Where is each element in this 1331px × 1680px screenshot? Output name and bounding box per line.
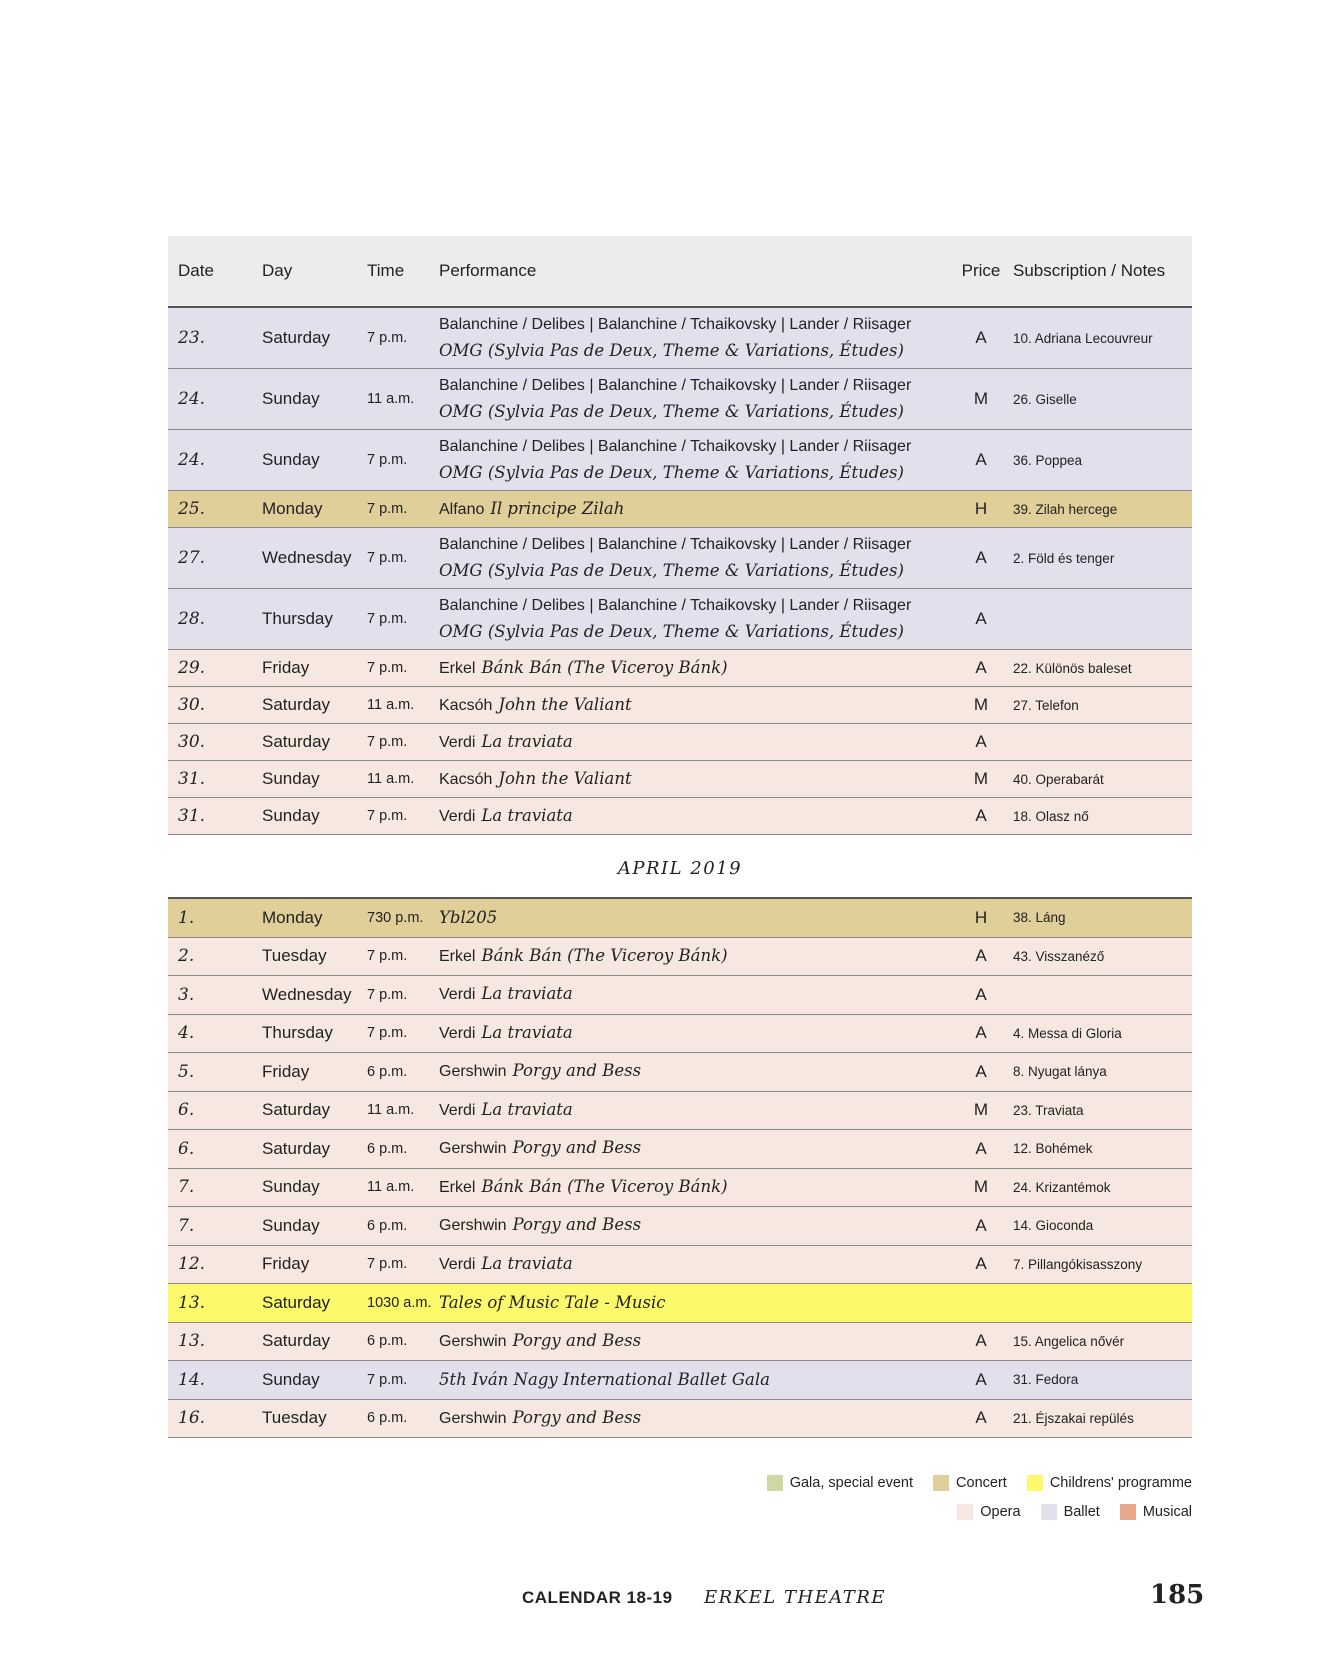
row-time: 7 p.m. (367, 986, 408, 1003)
row-day: Monday (262, 499, 323, 518)
row-performance (439, 943, 957, 970)
row-time: 7 p.m. (367, 1371, 408, 1388)
table-row (168, 491, 1192, 528)
row-price: M (973, 1100, 989, 1120)
row-notes: 21. Éjszakai repülés (1013, 1410, 1134, 1426)
performance-title: OMG (Sylvia Pas de Deux, Theme & Variations, Études) (439, 341, 904, 360)
row-day: Saturday (262, 1100, 331, 1120)
row-day: Wednesday (262, 984, 352, 1004)
row-time: 7 p.m. (367, 1256, 408, 1273)
legend-ballet (1041, 1504, 1100, 1520)
row-time: 6 p.m. (367, 1063, 408, 1080)
row-time: 6 p.m. (367, 1333, 408, 1350)
performance-composer: Verdi (439, 986, 476, 1004)
table-row (168, 308, 1192, 369)
performance-composer: Verdi (439, 807, 476, 825)
row-day: Sunday (262, 806, 320, 825)
row-time: 11 a.m. (367, 1179, 415, 1196)
row-day: Sunday (262, 769, 320, 788)
april-schedule-table (168, 897, 1192, 1438)
table-row (168, 724, 1192, 761)
performance-title: La traviata (481, 1253, 573, 1273)
row-day: Friday (262, 658, 310, 677)
row-day: Saturday (262, 328, 331, 347)
row-notes: 8. Nyugat lánya (1013, 1064, 1107, 1080)
row-price: A (975, 1408, 987, 1428)
row-price: A (975, 984, 987, 1004)
row-time: 7 p.m. (367, 808, 408, 824)
legend-children-label: Childrens' programme (1049, 1475, 1192, 1491)
header-performance: Performance (439, 261, 537, 280)
performance-composers: Balanchine / Delibes | Balanchine / Tchaikovsky | Lander / Riisager (439, 597, 912, 614)
table-row (168, 761, 1192, 798)
row-price: A (975, 1138, 987, 1158)
legend-concert-label: Concert (956, 1475, 1007, 1491)
performance-title: Porgy and Bess (512, 1138, 642, 1158)
performance-title: Porgy and Bess (512, 1407, 642, 1427)
row-time: 11 a.m. (367, 771, 415, 787)
row-notes: 27. Telefon (1013, 697, 1079, 713)
row-time: 7 p.m. (367, 1025, 408, 1042)
header-day: Day (262, 261, 293, 280)
header-time: Time (367, 261, 405, 280)
legend-gala-label: Gala, special event (789, 1475, 914, 1491)
legend-musical (1120, 1504, 1192, 1520)
performance-title: Porgy and Bess (512, 1330, 642, 1350)
legend-musical-label: Musical (1142, 1504, 1192, 1520)
row-notes: 15. Angelica nővér (1013, 1333, 1125, 1349)
performance-composer: Alfano (439, 500, 485, 518)
row-date: 30. (178, 695, 206, 715)
row-date: 14. (178, 1369, 206, 1390)
legend-concert (933, 1475, 1007, 1491)
row-notes: 31. Fedora (1013, 1372, 1079, 1388)
row-day: Friday (262, 1254, 310, 1274)
row-time: 7 p.m. (367, 660, 408, 676)
row-day: Saturday (262, 1138, 331, 1158)
footer-calendar-label: CALENDAR 18-19 (522, 1588, 673, 1607)
performance-composer: Verdi (439, 733, 476, 751)
table-row (168, 1400, 1192, 1439)
performance-title: Porgy and Bess (512, 1061, 642, 1081)
row-date: 31. (178, 806, 206, 826)
performance-title: OMG (Sylvia Pas de Deux, Theme & Variations, Études) (439, 561, 904, 580)
footer-theatre-label: ERKEL THEATRE (704, 1587, 887, 1608)
performance-composer: Erkel (439, 947, 476, 965)
row-time: 7 p.m. (367, 611, 408, 627)
performance-title: Bánk Bán (The Viceroy Bánk) (481, 657, 728, 677)
children-swatch (1027, 1475, 1043, 1491)
performance-title: Tales of Music Tale - Music (439, 1292, 666, 1312)
row-price: A (975, 732, 987, 751)
page-number: 185 (1150, 1580, 1205, 1610)
row-performance (439, 1251, 957, 1278)
opera-swatch (957, 1504, 973, 1520)
row-date: 6. (178, 1138, 195, 1159)
row-performance (439, 981, 957, 1008)
row-price: A (975, 609, 987, 628)
table-row (168, 1169, 1192, 1208)
table-row (168, 1284, 1192, 1323)
performance-composer: Verdi (439, 1024, 476, 1042)
row-time: 11 a.m. (367, 697, 415, 713)
table-row (168, 798, 1192, 835)
row-notes: 22. Különös baleset (1013, 660, 1132, 676)
ballet-swatch (1041, 1504, 1057, 1520)
row-date: 7. (178, 1215, 195, 1236)
legend-children (1027, 1475, 1192, 1491)
legend-opera-label: Opera (980, 1504, 1021, 1520)
performance-composer: Gershwin (439, 1217, 507, 1235)
table-row (168, 528, 1192, 589)
row-performance (439, 434, 957, 486)
row-performance (439, 532, 957, 584)
row-time: 7 p.m. (367, 734, 408, 750)
row-date: 7. (178, 1177, 195, 1198)
row-performance (439, 1135, 957, 1162)
row-time: 7 p.m. (367, 452, 408, 468)
legend-row (767, 1475, 1192, 1491)
row-performance (439, 1328, 957, 1355)
row-performance (439, 593, 957, 645)
row-time: 11 a.m. (367, 391, 415, 407)
table-row (168, 1015, 1192, 1054)
table-row (168, 430, 1192, 491)
concert-swatch (933, 1475, 949, 1491)
row-performance (439, 905, 957, 931)
performance-title: 5th Iván Nagy International Ballet Gala (439, 1369, 770, 1389)
table-row (168, 1130, 1192, 1169)
row-price: A (975, 1369, 987, 1389)
table-row (168, 899, 1192, 938)
row-time: 730 p.m. (367, 909, 424, 926)
performance-title: La traviata (481, 1022, 573, 1042)
row-notes: 7. Pillangókisasszony (1013, 1256, 1143, 1272)
row-time: 11 a.m. (367, 1102, 415, 1119)
row-performance (439, 1367, 957, 1393)
row-notes: 38. Láng (1013, 910, 1066, 926)
row-time: 6 p.m. (367, 1217, 408, 1234)
row-time: 7 p.m. (367, 501, 408, 517)
performance-title: OMG (Sylvia Pas de Deux, Theme & Variations, Études) (439, 622, 904, 641)
performance-title: La traviata (481, 805, 573, 825)
row-date: 30. (178, 732, 206, 752)
row-date: 1. (178, 907, 195, 928)
row-day: Saturday (262, 695, 331, 714)
row-notes: 12. Bohémek (1013, 1141, 1093, 1157)
row-price: A (975, 1023, 987, 1043)
row-date: 29. (178, 658, 206, 678)
row-performance (439, 1405, 957, 1432)
row-price: M (973, 769, 989, 788)
row-day: Monday (262, 907, 323, 927)
header-notes: Subscription / Notes (1013, 261, 1166, 280)
row-time: 6 p.m. (367, 1410, 408, 1427)
row-time: 7 p.m. (367, 330, 408, 346)
table-row (168, 1053, 1192, 1092)
row-date: 12. (178, 1254, 206, 1275)
row-performance (439, 1174, 957, 1201)
row-price: A (975, 1254, 987, 1274)
table-row (168, 976, 1192, 1015)
row-date: 4. (178, 1023, 195, 1044)
performance-title: Bánk Bán (The Viceroy Bánk) (481, 945, 728, 965)
header-price: Price (961, 261, 1001, 280)
header-date: Date (178, 261, 214, 280)
row-performance (439, 729, 957, 756)
row-price: A (975, 658, 987, 677)
row-performance (439, 1212, 957, 1239)
row-date: 28. (178, 609, 206, 629)
table-row (168, 687, 1192, 724)
row-day: Sunday (262, 450, 320, 469)
performance-composer: Kacsóh (439, 696, 493, 714)
row-time: 7 p.m. (367, 948, 408, 965)
row-date: 6. (178, 1100, 195, 1121)
row-day: Tuesday (262, 1408, 327, 1428)
row-price: A (975, 1215, 987, 1235)
row-performance (439, 1097, 957, 1124)
performance-composer: Kacsóh (439, 770, 493, 788)
row-notes: 26. Giselle (1013, 391, 1077, 407)
row-time: 6 p.m. (367, 1140, 408, 1157)
row-day: Saturday (262, 732, 331, 751)
row-performance (439, 803, 957, 830)
row-performance (439, 496, 957, 523)
row-date: 13. (178, 1331, 206, 1352)
row-performance (439, 766, 957, 793)
legend-row (957, 1504, 1192, 1520)
row-notes: 4. Messa di Gloria (1013, 1025, 1122, 1041)
performance-composers: Balanchine / Delibes | Balanchine / Tchaikovsky | Lander / Riisager (439, 316, 912, 333)
row-price: A (975, 946, 987, 966)
performance-title: Il principe Zilah (490, 498, 625, 518)
performance-composers: Balanchine / Delibes | Balanchine / Tchaikovsky | Lander / Riisager (439, 438, 912, 455)
row-price: A (975, 450, 987, 469)
table-row (168, 938, 1192, 977)
performance-composer: Erkel (439, 659, 476, 677)
performance-composer: Erkel (439, 1178, 476, 1196)
performance-composer: Verdi (439, 1101, 476, 1119)
performance-title: John the Valiant (498, 768, 632, 788)
row-notes: 23. Traviata (1013, 1102, 1084, 1118)
row-date: 24. (178, 450, 206, 470)
march-schedule-table (168, 236, 1192, 835)
row-day: Sunday (262, 1215, 320, 1235)
row-day: Thursday (262, 1023, 333, 1043)
table-header (168, 236, 1192, 308)
row-notes: 36. Poppea (1013, 452, 1083, 468)
row-notes: 2. Föld és tenger (1013, 550, 1115, 566)
row-notes: 43. Visszanéző (1013, 948, 1105, 964)
row-day: Tuesday (262, 946, 327, 966)
performance-composer: Verdi (439, 1255, 476, 1273)
page-footer (0, 1580, 1331, 1620)
row-price: H (974, 907, 988, 927)
row-date: 2. (178, 946, 195, 967)
row-notes: 40. Operabarát (1013, 771, 1104, 787)
table-row (168, 1246, 1192, 1285)
table-row (168, 1361, 1192, 1400)
row-date: 5. (178, 1061, 195, 1082)
row-price: A (975, 1061, 987, 1081)
gala-swatch (767, 1475, 783, 1491)
table-row (168, 1207, 1192, 1246)
row-price: A (975, 548, 987, 567)
table-row (168, 369, 1192, 430)
row-price: A (975, 328, 987, 347)
row-performance (439, 1020, 957, 1047)
legend-opera (957, 1504, 1020, 1520)
performance-title: Porgy and Bess (512, 1215, 642, 1235)
performance-title: Bánk Bán (The Viceroy Bánk) (481, 1176, 728, 1196)
row-notes: 10. Adriana Lecouvreur (1013, 330, 1153, 346)
row-performance (439, 1058, 957, 1085)
table-row (168, 650, 1192, 687)
row-time: 1030 a.m. (367, 1294, 432, 1311)
row-day: Friday (262, 1061, 310, 1081)
table-row (168, 589, 1192, 650)
performance-composer: Gershwin (439, 1332, 507, 1350)
performance-title: Ybl205 (439, 907, 498, 927)
musical-swatch (1120, 1504, 1136, 1520)
row-price: H (974, 499, 988, 518)
row-notes: 14. Gioconda (1013, 1218, 1094, 1234)
row-price: M (973, 695, 989, 714)
row-day: Thursday (262, 609, 333, 628)
row-date: 31. (178, 769, 206, 789)
performance-composer: Gershwin (439, 1063, 507, 1081)
table-row (168, 1323, 1192, 1362)
performance-title: OMG (Sylvia Pas de Deux, Theme & Variations, Études) (439, 402, 904, 421)
row-performance (439, 1290, 957, 1316)
performance-composer: Gershwin (439, 1140, 507, 1158)
row-day: Saturday (262, 1331, 331, 1351)
row-price: M (973, 1177, 989, 1197)
row-date: 13. (178, 1292, 206, 1313)
performance-title: OMG (Sylvia Pas de Deux, Theme & Variations, Études) (439, 463, 904, 482)
row-performance (439, 312, 957, 364)
performance-title: La traviata (481, 1099, 573, 1119)
row-time: 7 p.m. (367, 550, 408, 566)
performance-composers: Balanchine / Delibes | Balanchine / Tchaikovsky | Lander / Riisager (439, 377, 912, 394)
performance-title: La traviata (481, 984, 573, 1004)
performance-composer: Gershwin (439, 1409, 507, 1427)
row-performance (439, 692, 957, 719)
row-day: Saturday (262, 1292, 331, 1312)
row-price: M (973, 389, 989, 408)
row-date: 24. (178, 389, 206, 409)
legend-gala (767, 1475, 913, 1491)
row-date: 27. (178, 548, 206, 568)
row-performance (439, 655, 957, 682)
row-date: 25. (178, 499, 206, 519)
table-row (168, 1092, 1192, 1131)
row-performance (439, 373, 957, 425)
row-day: Sunday (262, 1177, 320, 1197)
row-price: A (975, 806, 987, 825)
row-notes: 24. Krizantémok (1013, 1179, 1111, 1195)
row-price: A (975, 1331, 987, 1351)
row-date: 16. (178, 1408, 206, 1429)
row-day: Sunday (262, 1369, 320, 1389)
row-notes: 39. Zilah hercege (1013, 501, 1118, 517)
month-heading: APRIL 2019 (617, 858, 743, 879)
row-day: Wednesday (262, 548, 352, 567)
row-notes: 18. Olasz nő (1013, 808, 1089, 824)
performance-title: John the Valiant (498, 694, 632, 714)
row-day: Sunday (262, 389, 320, 408)
legend-ballet-label: Ballet (1063, 1504, 1100, 1520)
row-date: 23. (178, 328, 206, 348)
performance-title: La traviata (481, 731, 573, 751)
row-date: 3. (178, 984, 195, 1005)
performance-composers: Balanchine / Delibes | Balanchine / Tchaikovsky | Lander / Riisager (439, 536, 912, 553)
